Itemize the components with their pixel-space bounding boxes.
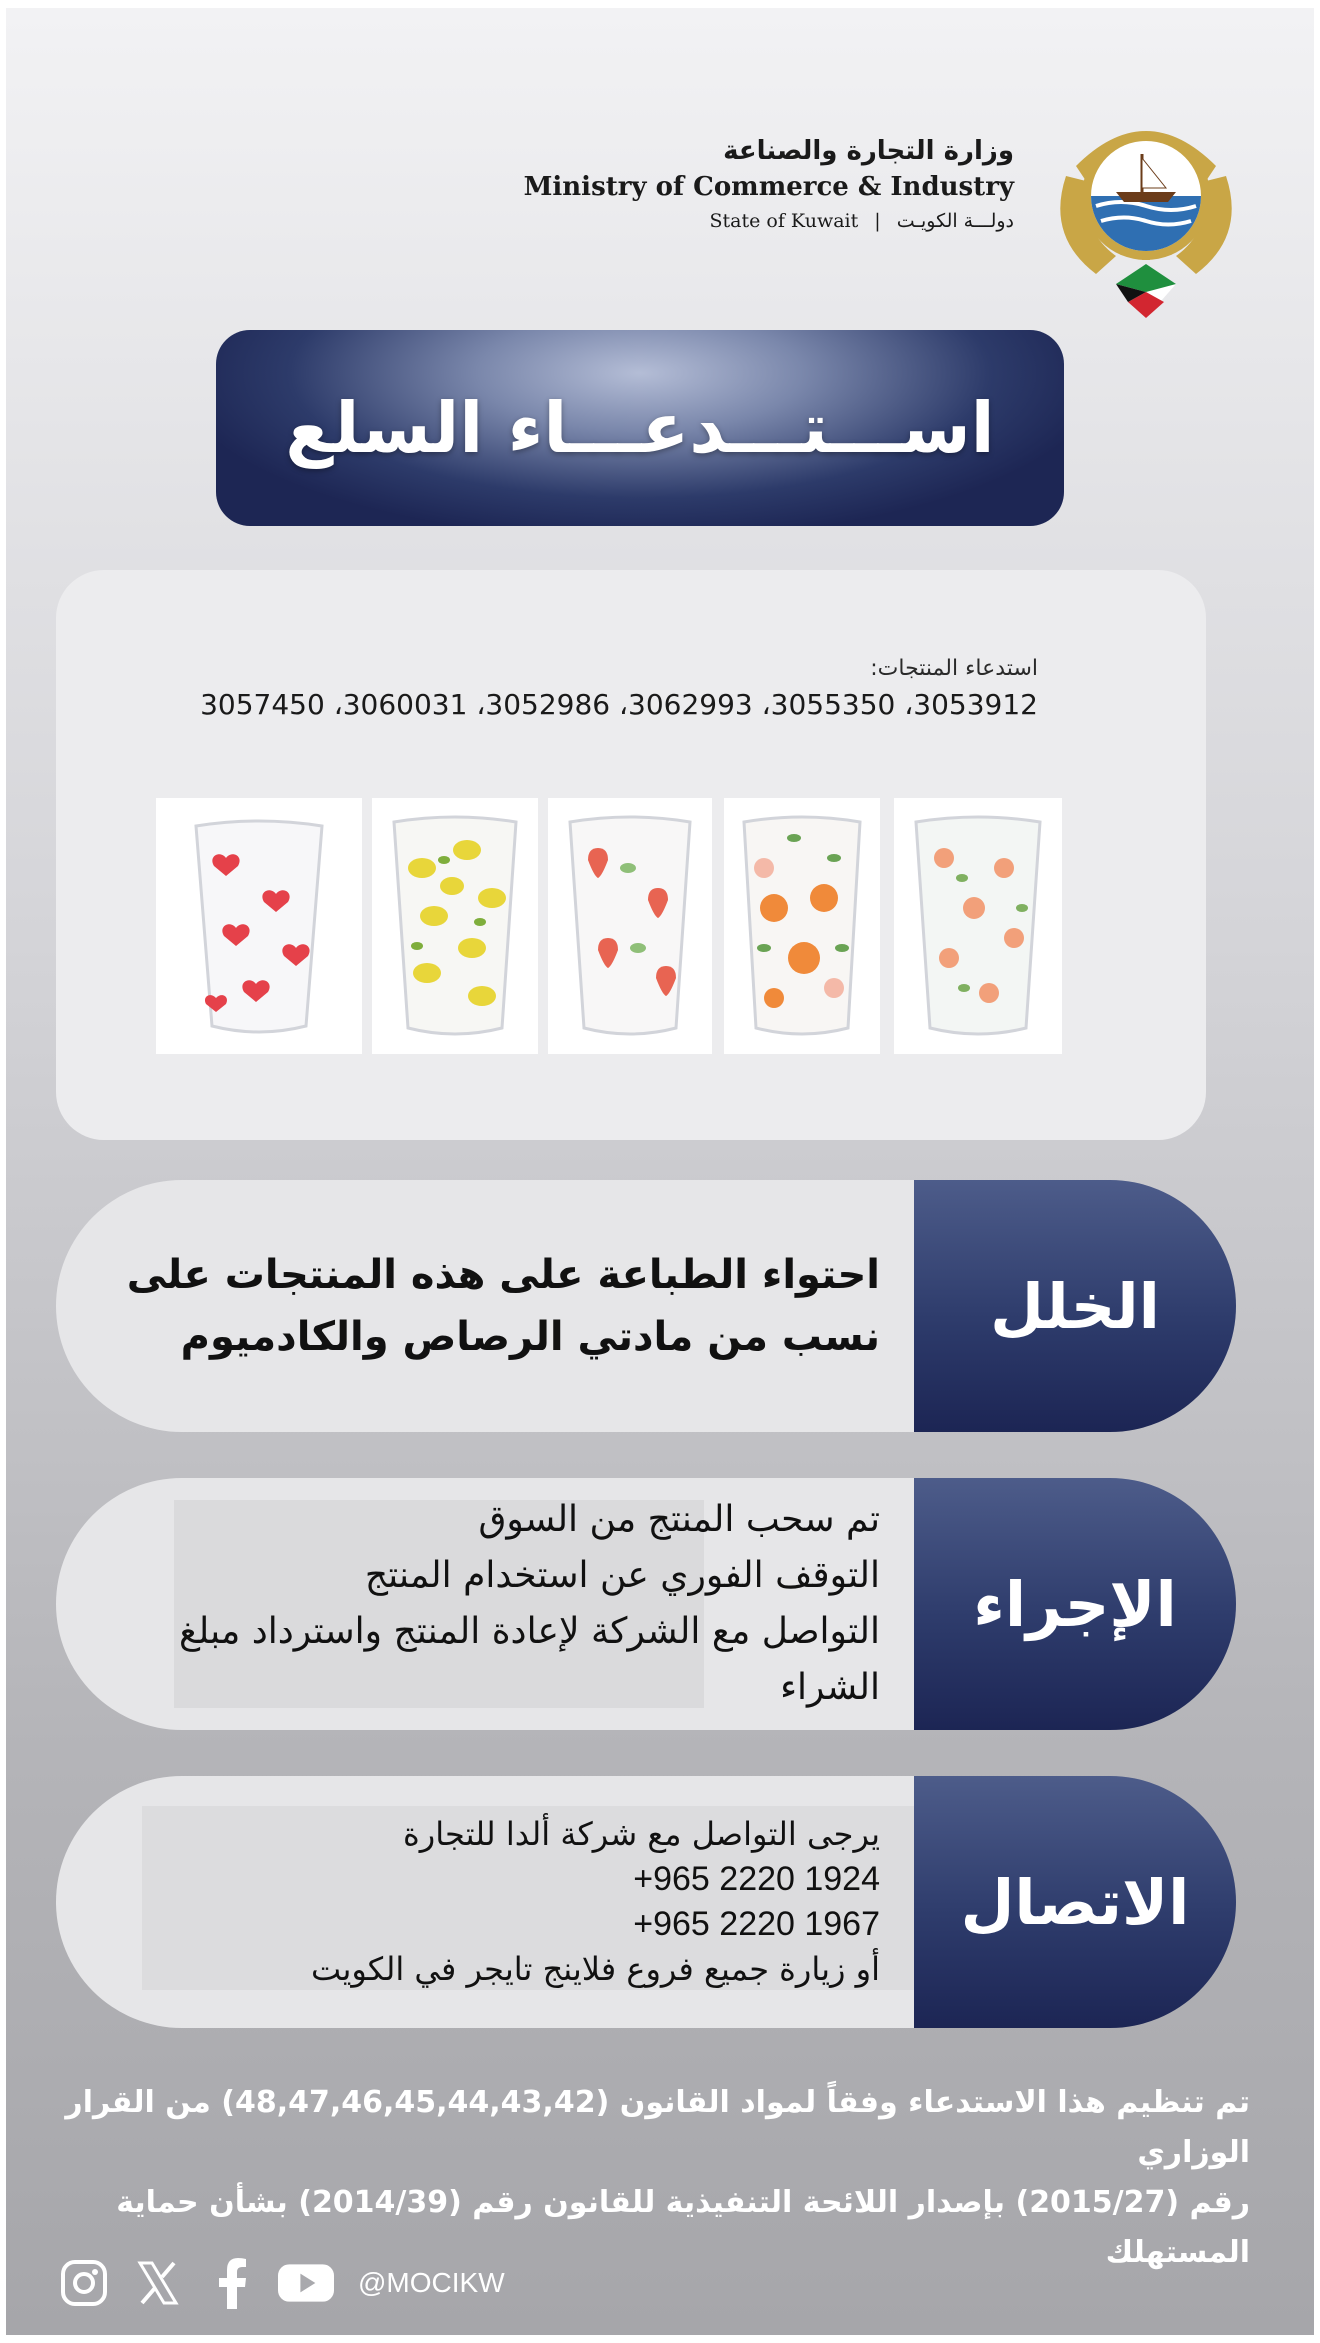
title-banner: [216, 330, 1064, 526]
contact-tab: [914, 1776, 1236, 2028]
x-icon[interactable]: [130, 2255, 186, 2311]
ministry-name-english: Ministry of Commerce & Industry: [523, 172, 1014, 202]
defect-section: [56, 1180, 1236, 1432]
footer-line: رقم (2015/27) بإصدار اللائحة التنفيذية للقانون رقم (2014/39) بشأن حماية المستهلك: [116, 2185, 1250, 2270]
defect-tab: [914, 1180, 1236, 1432]
social-bar: [56, 2253, 505, 2313]
action-line: الشراء: [780, 1667, 880, 1708]
action-section: [56, 1478, 1236, 1730]
action-text: [179, 1478, 880, 1730]
ministry-name-arabic: وزارة التجارة والصناعة: [723, 136, 1014, 166]
glass-fruits-image: [724, 798, 880, 1054]
action-line: تم سحب المنتج من السوق: [478, 1499, 880, 1540]
youtube-icon[interactable]: [278, 2255, 334, 2311]
ministry-header: [524, 136, 1014, 232]
recall-poster: [6, 8, 1314, 2335]
product-codes: 3053912، 3055350، 3062993، 3052986، 3060031، 3057450: [200, 688, 1038, 721]
action-tab: [914, 1478, 1236, 1730]
social-handle[interactable]: @MOCIKW: [358, 2267, 505, 2298]
contact-phone-1[interactable]: +965 2220 1924: [633, 1860, 880, 1898]
defect-label: الخلل: [990, 1269, 1160, 1343]
products-card: [56, 570, 1206, 1140]
legal-footer: [6, 2078, 1250, 2278]
state-english: State of Kuwait: [709, 210, 859, 232]
defect-line: نسب من مادتي الرصاص والكادميوم: [180, 1314, 880, 1360]
glass-lemons-image: [372, 798, 538, 1054]
action-label: الإجراء: [973, 1567, 1177, 1641]
footer-line: تم تنظيم هذا الاستدعاء وفقاً لمواد القانون (48,47,46,45,44,43,42) من القرار الوزاري: [65, 2085, 1250, 2170]
products-label: استدعاء المنتجات:: [870, 656, 1038, 681]
contact-text: [311, 1776, 880, 2028]
action-line: التواصل مع الشركة لإعادة المنتج واسترداد مبلغ: [179, 1611, 880, 1652]
state-line: [524, 210, 1014, 232]
state-arabic: دولـــة الكويـت: [896, 210, 1014, 232]
separator: |: [874, 210, 881, 232]
kuwait-emblem-icon: [1046, 106, 1246, 324]
contact-line: أو زيارة جميع فروع فلاينج تايجر في الكويت: [311, 1950, 880, 1988]
contact-section: [56, 1776, 1236, 2028]
contact-line: يرجى التواصل مع شركة ألدا للتجارة: [403, 1815, 880, 1853]
defect-text: [127, 1180, 880, 1432]
instagram-icon[interactable]: [56, 2255, 112, 2311]
glass-strawberries-image: [548, 798, 712, 1054]
glass-hearts-image: [156, 798, 362, 1054]
action-line: التوقف الفوري عن استخدام المنتج: [364, 1555, 880, 1596]
contact-phone-2[interactable]: +965 2220 1967: [633, 1905, 880, 1943]
product-images: [156, 798, 1062, 1054]
glass-peaches-image: [894, 798, 1062, 1054]
defect-line: احتواء الطباعة على هذه المنتجات على: [126, 1252, 880, 1298]
facebook-icon[interactable]: [204, 2255, 260, 2311]
contact-label: الاتصال: [960, 1865, 1190, 1939]
page-title: اســـتـــدعـــاء السلع: [285, 387, 995, 469]
